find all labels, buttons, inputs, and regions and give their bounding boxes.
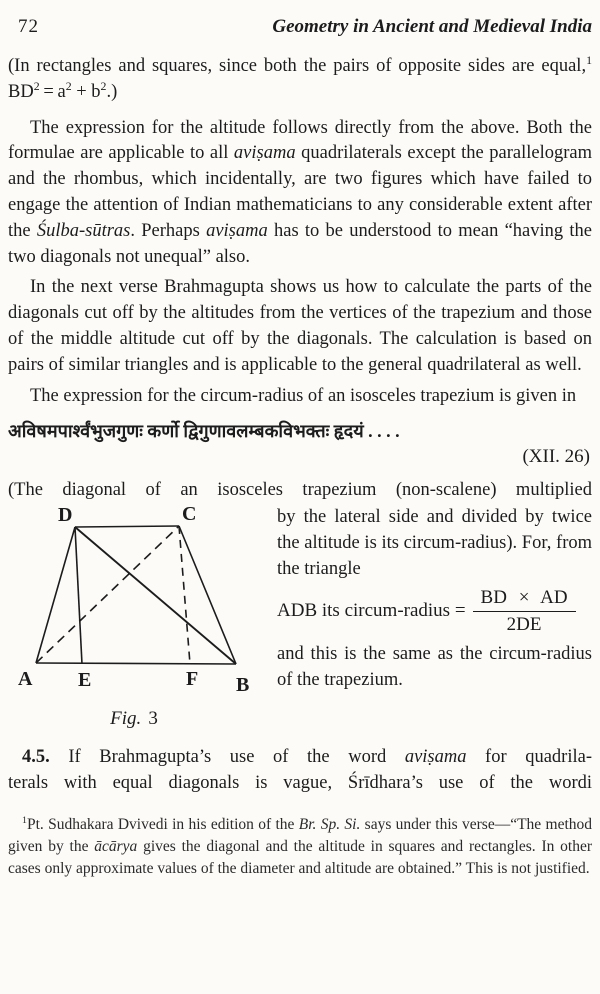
altitude-DE bbox=[75, 527, 82, 664]
figure-caption-number: 3 bbox=[148, 708, 158, 730]
figure-and-text-row bbox=[8, 505, 592, 730]
diagonal-AC bbox=[36, 526, 179, 663]
figure-label-b: B bbox=[236, 674, 250, 697]
figure-3 bbox=[8, 505, 260, 730]
formula-fraction bbox=[473, 587, 576, 636]
running-title: Geometry in Ancient and Medieval India bbox=[272, 16, 592, 37]
figure-label-d: D bbox=[58, 505, 73, 527]
section-4-5-line1: 4.5. If Brahmagupta’s use of the word aviṣama for quadrila- bbox=[22, 747, 592, 768]
paragraph-next-verse: In the next verse Brahmagupta shows us how to calculate the parts of the diagonals cut off by the altitudes from the vertices of the trapezium and those of the middle altitude cut off by the diagonals. The calculation is based on pairs of similar triangles and is applicable to the general quadrilateral as well. bbox=[8, 277, 592, 375]
side-AB bbox=[36, 663, 236, 664]
figure-label-a: A bbox=[18, 668, 33, 691]
page-header bbox=[8, 14, 592, 40]
paragraph-brackets-note: (In rectangles and squares, since both the pairs of opposite sides are equal,$^1$ $BD^2 = a^2 + b^2$.) bbox=[8, 52, 592, 102]
formula-lhs: ADB its circum-radius = bbox=[277, 600, 466, 622]
fraction-denominator: 2DE bbox=[506, 613, 542, 635]
page-number: 72 bbox=[18, 16, 39, 37]
paragraph-altitude: The expression for the altitude follows directly from the above. Both the formulae are applicable to all aviṣama quadrilaterals except the parallelogram and the rhombus, which incidentally, are two figures which have failed to engage the attention of Indian mathematicians to any considerable extent after the Śulba-sūtras. Perhaps aviṣama has to be understood to mean “having the two diagonals not unequal” also. bbox=[8, 117, 592, 267]
figure-side-text bbox=[260, 505, 592, 693]
circum-radius-formula bbox=[277, 587, 592, 636]
footnote-1: $^1$Pt. Sudhakara Dvivedi in his edition of the Br. Sp. Si. says under this verse—“The method given by the ācārya gives the diagonal and the altitude in squares and rectangles. In other cases only approximate values of the diameter and altitude are obtained.” This is not justified. bbox=[8, 815, 593, 877]
figure-label-c: C bbox=[182, 505, 197, 526]
fraction-numerator: BD × AD bbox=[473, 587, 576, 612]
section-4-5 bbox=[8, 744, 592, 796]
verse-citation: (XII. 26) bbox=[522, 446, 590, 468]
sanskrit-verse: अविषमपार्श्वंभुजगुणः कर्णो द्विगुणावलम्बकविभक्तः हृदयं . . . . bbox=[8, 421, 400, 442]
translation-continued: by the lateral side and divided by twice the altitude is its circum-radius). For, from the triangle bbox=[277, 507, 592, 579]
figure-caption-word: Fig. bbox=[110, 708, 142, 730]
translation-closing: and this is the same as the circum-radius of the trapezium. bbox=[277, 643, 592, 690]
trapezium-diagram bbox=[8, 505, 260, 705]
side-DC bbox=[75, 526, 179, 527]
figure-caption bbox=[8, 708, 260, 730]
section-4-5-line2: terals with equal diagonals is vague, Śrīdhara’s use of the wordi bbox=[8, 773, 592, 794]
translation-line1: (The diagonal of an isosceles trapezium (non-scalene) multiplied bbox=[8, 480, 592, 501]
side-AD bbox=[36, 527, 75, 663]
paragraph-circum-radius-intro: The expression for the circum-radius of an isosceles trapezium is given in bbox=[30, 385, 577, 406]
figure-label-e: E bbox=[78, 669, 92, 692]
figure-label-f: F bbox=[186, 668, 199, 691]
